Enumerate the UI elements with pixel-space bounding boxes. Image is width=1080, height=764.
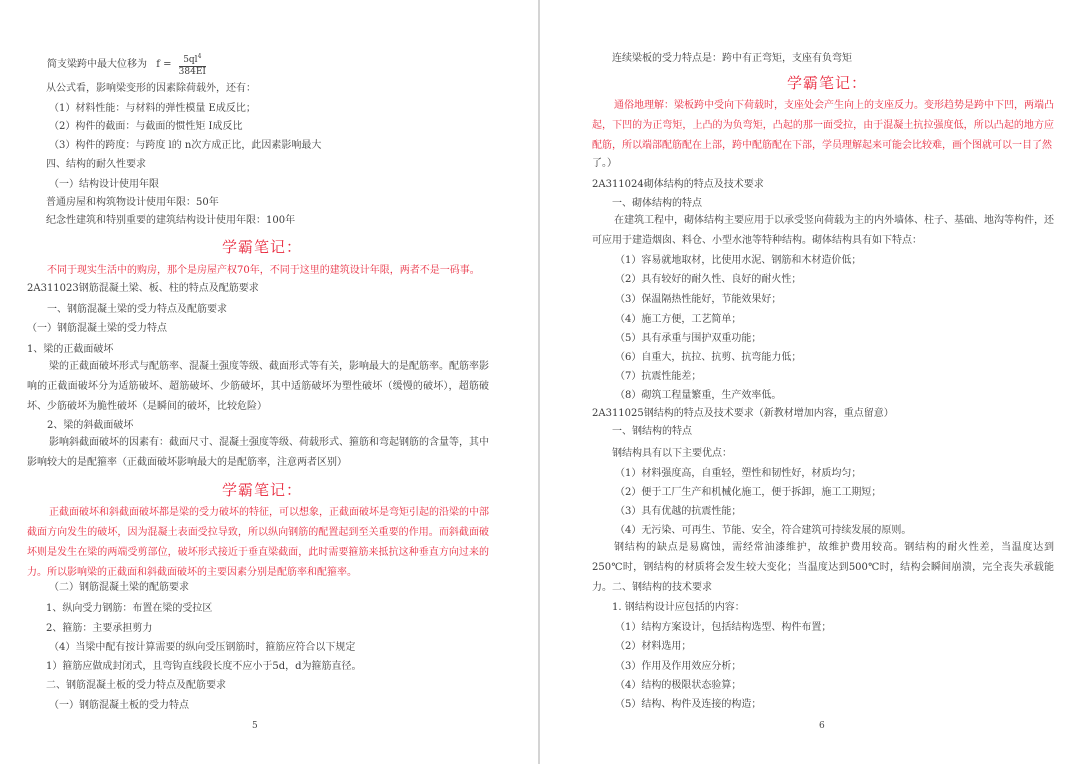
note-tail: 了。） [592, 158, 617, 169]
page-number: 6 [819, 721, 825, 731]
section-code: 2A311024砌体结构的特点及技术要求 [592, 179, 764, 190]
formula-lhs: f = [156, 59, 172, 70]
note-title: 学霸笔记： [222, 238, 303, 256]
list-item: （3）具有优越的抗震性能； [615, 506, 742, 517]
formula-fraction [179, 51, 206, 78]
list-item: （1）材料强度高，自重轻，塑性和韧性好，材质均匀； [615, 468, 862, 479]
text-line: 钢结构具有以下主要优点： [612, 448, 732, 459]
list-item: （3）作用及作用效应分析； [615, 661, 742, 672]
text-line: 连续梁板的受力特点是：跨中有正弯矩，支座有负弯矩 [612, 53, 852, 64]
sub-heading: （一）钢筋混凝土梁的受力特点 [27, 323, 167, 334]
list-item: （2）材料选用； [615, 641, 692, 652]
sub-heading: （一）钢筋混凝土板的受力特点 [49, 700, 189, 711]
right-page [540, 0, 1080, 764]
list-item: （3）保温隔热性能好，节能效果好； [615, 294, 782, 305]
left-page [0, 0, 538, 764]
list-item: （3）构件的跨度：与跨度 l的 n次方成正比，此因素影响最大 [49, 140, 322, 151]
list-item: （6）自重大，抗拉、抗剪、抗弯能力低； [615, 352, 802, 363]
text-line: 普通房屋和构筑物设计使用年限：50年 [46, 197, 219, 208]
text-line: 1、纵向受力钢筋：布置在梁的受拉区 [46, 603, 213, 614]
section-code: 2A311023钢筋混凝土梁、板、柱的特点及配筋要求 [27, 283, 259, 294]
sub-heading: 1、梁的正截面破坏 [27, 344, 114, 355]
sub-heading: 2、梁的斜截面破坏 [47, 420, 134, 431]
list-item: （8）砌筑工程量繁重，生产效率低。 [615, 390, 782, 401]
note-text: 通俗地理解：梁板跨中受向下荷载时，支座处会产生向上的支座反力。变形趋势是跨中下凹，两端凸起，下凹的为正弯矩，上凸的为负弯矩，凸起的那一面受拉，由于混凝土抗拉强度低，所以凸起的地方应配筋，所以端部配筋配在上部，跨中配筋配在下部，学员理解起来可能会比较难，画个图就可以一目了然 [592, 100, 1054, 151]
section-heading: 二、钢结构的技术要求 [612, 582, 712, 593]
paragraph: 梁的正截面破坏形式与配筋率、混凝土强度等级、截面形式等有关，影响最大的是配筋率。配筋率影响的正截面破坏分为适筋破坏、超筋破坏、少筋破坏，其中适筋破坏为塑性破坏（缓慢的破坏），超筋破坏、少筋破坏为脆性破坏（是瞬间的破坏，比较危险） [27, 361, 489, 412]
paragraph: 钢结构的缺点是易腐蚀，需经常油漆维护，故维护费用较高。钢结构的耐火性差，当温度达到250℃时，钢结构的材质将会发生较大变化；当温度达到500℃时，结构会瞬间崩溃，完全丧失承载能力。 [592, 542, 1054, 593]
text-line: 从公式看，影响梁变形的因素除荷载外，还有： [46, 83, 256, 94]
sub-heading: （一）结构设计使用年限 [49, 179, 159, 190]
page-number: 5 [252, 721, 258, 731]
formula-intro: 简支梁跨中最大位移为 [47, 59, 147, 70]
paragraph: 在建筑工程中，砌体结构主要应用于以承受竖向荷载为主的内外墙体、柱子、基础、地沟等构件，还可应用于建造烟囱、料仓、小型水池等特种结构。砌体结构具有如下特点： [592, 215, 1054, 246]
section-heading: 一、钢筋混凝土梁的受力特点及配筋要求 [47, 304, 227, 315]
list-item: （7）抗震性能差； [615, 371, 702, 382]
section-heading: 一、砌体结构的特点 [612, 198, 702, 209]
list-item: （1）材料性能：与材料的弹性模量 E成反比； [49, 103, 256, 114]
list-item: （5）具有承重与围护双重功能； [615, 333, 762, 344]
formula-line [47, 51, 206, 78]
section-heading: 一、钢结构的特点 [612, 426, 692, 437]
note-text: 正截面破坏和斜截面破坏都是梁的受力破坏的特征，可以想象，正截面破坏是弯矩引起的沿梁的中部截面方向发生的破坏，因为混凝土表面受拉导致，所以纵向钢筋的配置起到至关重要的作用。而斜截面破坏则是发生在梁的两端受剪部位，破坏形式接近于垂直梁截面，此时需要箍筋来抵抗这种垂直方向过来的力。所以影响梁的正截面和斜截面破坏的主要因素分别是配筋率和配箍率。 [27, 507, 489, 578]
text-line: 2、箍筋：主要承担剪力 [46, 623, 153, 634]
list-item: （2）构件的截面：与截面的惯性矩 I成反比 [49, 121, 243, 132]
list-item: （5）结构、构件及连接的构造； [615, 699, 762, 710]
text-line: 纪念性建筑和特别重要的建筑结构设计使用年限：100年 [46, 215, 296, 226]
list-item: （2）具有较好的耐久性、良好的耐火性； [615, 274, 802, 285]
list-item: （1）结构方案设计，包括结构选型、构件布置； [615, 622, 832, 633]
note-title: 学霸笔记： [787, 74, 868, 92]
list-item: （1）容易就地取材，比使用水泥、钢筋和木材造价低； [615, 255, 862, 266]
note-title: 学霸笔记： [222, 481, 303, 499]
paragraph: 影响斜截面破坏的因素有：截面尺寸、混凝土强度等级、荷载形式、箍筋和弯起钢筋的含量等，其中影响较大的是配箍率（正截面破坏影响最大的是配筋率，注意两者区别） [27, 437, 489, 468]
list-item: （2）便于工厂生产和机械化施工，便于拆卸，施工工期短； [615, 487, 882, 498]
section-heading: 四、结构的耐久性要求 [46, 159, 146, 170]
formula-numerator: $5ql^4$ [179, 51, 206, 67]
sub-heading: （二）钢筋混凝土梁的配筋要求 [49, 582, 189, 593]
formula-denominator: 384EI [178, 67, 206, 77]
section-heading: 二、钢筋混凝土板的受力特点及配筋要求 [46, 680, 226, 691]
list-item: 1）箍筋应做成封闭式，且弯钩直线段长度不应小于5d，d为箍筋直径。 [46, 661, 362, 672]
list-item: （4）无污染、可再生、节能、安全，符合建筑可持续发展的原则。 [615, 525, 912, 536]
list-item: （4）施工方便，工艺简单； [615, 314, 742, 325]
section-code: 2A311025钢结构的特点及技术要求（新教材增加内容，重点留意） [592, 408, 894, 419]
list-item: （4）当梁中配有按计算需要的纵向受压钢筋时，箍筋应符合以下规定 [49, 642, 356, 653]
note-text: 不同于现实生活中的购房，那个是房屋产权70年，不同于这里的建筑设计年限，两者不是一码事。 [47, 265, 480, 276]
sub-heading: 1. 钢结构设计应包括的内容： [612, 602, 745, 613]
list-item: （4）结构的极限状态验算； [615, 680, 742, 691]
